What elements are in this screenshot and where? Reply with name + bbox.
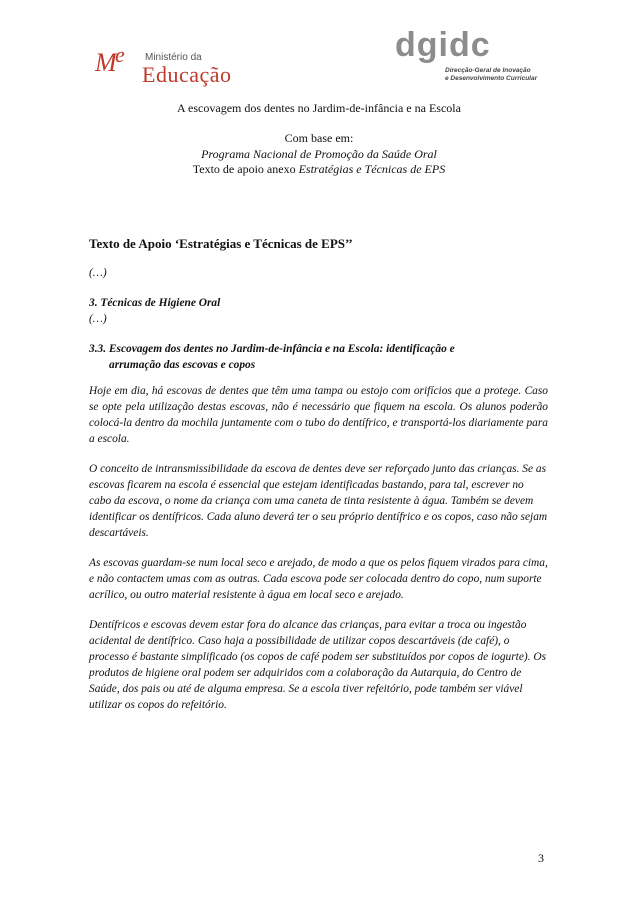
dgidc-logo-line2: e Desenvolvimento Curricular (445, 75, 538, 82)
logo-educacao-text: Educação (142, 62, 232, 87)
section-heading: Texto de Apoio ‘Estratégias e Técnicas de EPS’’ (89, 236, 353, 251)
paragraph-1: Hoje em dia, há escovas de dentes que têm uma tampa ou estojo com orifícios que a protege. Caso se opte pela utilização destas escovas, não é necessário que fiquem na escola. Os alunos poderão colocá-la dentro da mochila juntamente com o tubo do dentífrico, e transportá-los diariamente para a escola. (89, 385, 548, 445)
document-body (89, 236, 548, 713)
dgidc-logo (393, 26, 543, 88)
paragraph-4: Dentífricos e escovas devem estar fora do alcance das crianças, para evitar a troca ou ingestão acidental de dentífrico. Caso haja a possibilidade de utilizar copos descartáveis (de café), o processo é bastante simplificado (os copos de café podem ser substituídos por copos de iogurte). Os produtos de higiene oral podem ser adquiridos com a colaboração da Autarquia, do Centro de Saúde, dos pais ou até de alguma empresa. Se a escola tiver refeitório, pode também ser viável utilizar os copos do refeitório. (89, 619, 547, 711)
section-3-3-heading-line1: 3.3. Escovagem dos dentes no Jardim-de-infância e na Escola: identificação e (89, 343, 455, 355)
source-texto-prefix: Texto de apoio anexo (192, 162, 296, 176)
ministerio-educacao-logo: M e Ministério da Educação (95, 42, 232, 87)
source-programa: Programa Nacional de Promoção da Saúde Oral (201, 147, 437, 161)
ellipsis-1: (…) (89, 267, 107, 279)
paragraph-2: O conceito de intransmissibilidade da escova de dentes deve ser reforçado junto das crianças. Se as escovas ficarem na escola é essencial que estejam identificadas bastando, para tal, escrever no cabo da escova, o nome da criança com uma caneta de tinta resistente à água. Também se devem identificar os dentífricos. Cada aluno deverá ter o seu próprio dentífrico e os copos, caso não sejam descartáveis. (89, 463, 548, 539)
paragraph-3: As escovas guardam-se num local seco e arejado, de modo a que os pelos fiquem virados para cima, e não contactem umas com as outras. Cada escova pode ser colocada dentro do copo, num suporte acrílico, ou outro material resistente à água em local seco e arejado. (89, 557, 548, 601)
section-3-3-heading-line2: arrumação das escovas e copos (109, 359, 256, 371)
source-texto-apoio (0, 162, 638, 177)
logo-ministerio-text: Ministério da (145, 52, 202, 63)
page-number: 3 (538, 851, 544, 865)
source-texto-italic: Estratégias e Técnicas de EPS (298, 162, 446, 176)
based-on-label: Com base em: (284, 131, 354, 145)
section-3-heading: 3. Técnicas de Higiene Oral (89, 297, 221, 309)
dgidc-logo-line1: Direcção-Geral de Inovação (445, 67, 531, 74)
ellipsis-2: (…) (89, 313, 107, 325)
document-title: A escovagem dos dentes no Jardim-de-infância e na Escola (177, 101, 461, 115)
dgidc-logo-word: dgidc (395, 26, 491, 64)
